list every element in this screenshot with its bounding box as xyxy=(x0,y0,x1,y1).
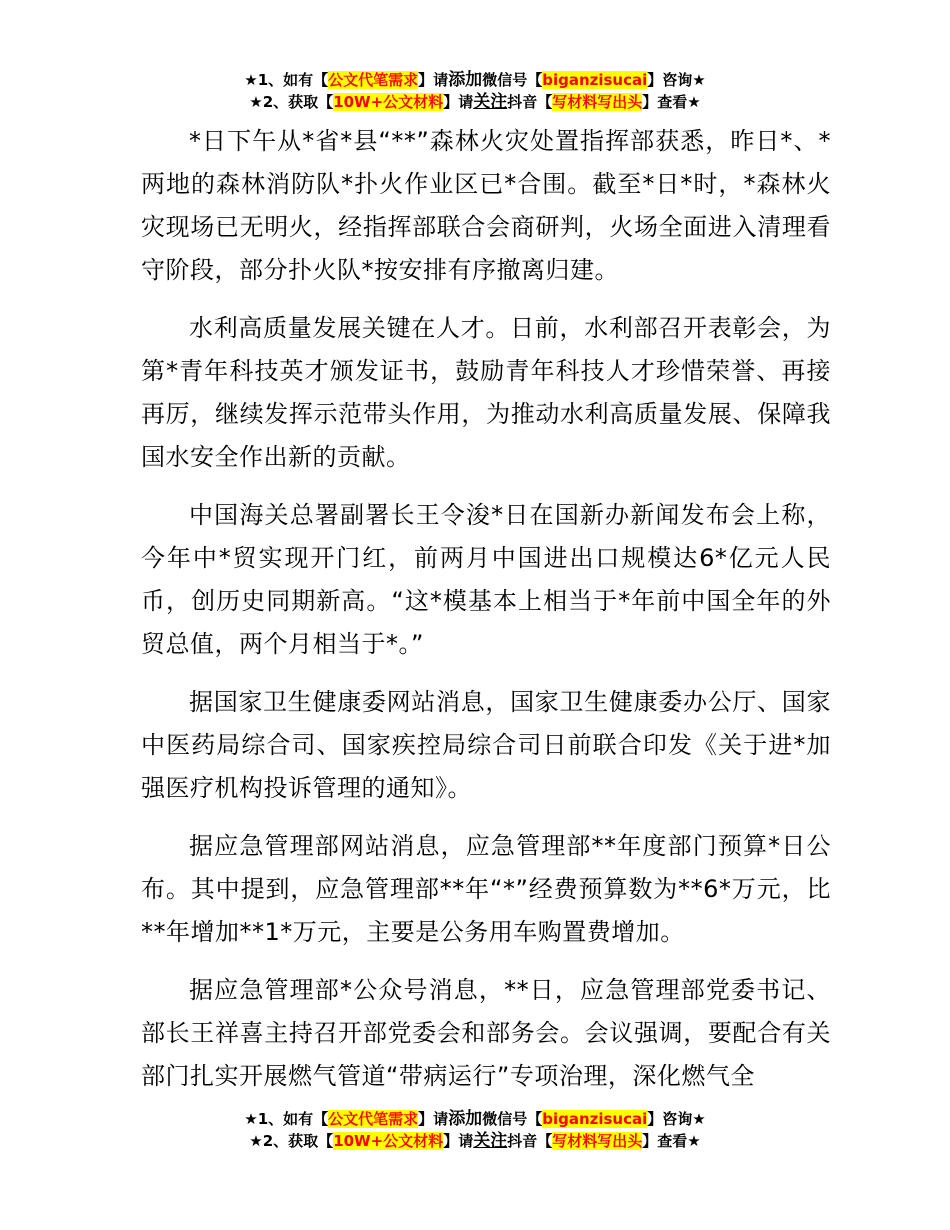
banner-text: 】请 xyxy=(418,71,449,89)
banner-text: 】咨询★ xyxy=(647,71,706,89)
banner-text: ★1、如有【 xyxy=(244,1110,329,1128)
banner-text: 】请 xyxy=(443,93,474,111)
paragraph: 中国海关总署副署长王令浚*日在国新办新闻发布会上称，今年中*贸实现开门红，前两月中国进出口规模达6*亿元人民币，创历史同期新高。“这*模基本上相当于*年前中国全年的外贸总值，两个月相当于*。” xyxy=(141,501,831,658)
document-body xyxy=(141,120,831,1113)
banner-line-1 xyxy=(0,69,950,91)
banner-text: ★2、获取【 xyxy=(249,1132,334,1150)
banner-text: 】咨询★ xyxy=(647,1110,706,1128)
footer-banner xyxy=(0,1108,950,1152)
banner-text: 】请 xyxy=(418,1110,449,1128)
banner-text: ★2、获取【 xyxy=(249,93,334,111)
highlight-text: biganzisucai xyxy=(542,71,648,89)
banner-text: 微信号【 xyxy=(482,1110,543,1128)
banner-line-2 xyxy=(0,1130,950,1152)
emphasis-text: 添加 xyxy=(448,1109,483,1129)
paragraph: *日下午从*省*县“**”森林火灾处置指挥部获悉，昨日*、*两地的森林消防队*扑火作业区已*合围。截至*日*时，*森林火灾现场已无明火，经指挥部联合会商研判，火场全面进入清理看守阶段，部分扑火队*按安排有序撤离归建。 xyxy=(141,127,831,284)
banner-text: 】查看★ xyxy=(642,1132,701,1150)
highlight-text: 公文代笔需求 xyxy=(328,1110,419,1128)
banner-line-2 xyxy=(0,91,950,113)
banner-text: ★1、如有【 xyxy=(244,71,329,89)
banner-text: 微信号【 xyxy=(482,71,543,89)
emphasis-text: 添加 xyxy=(448,70,483,90)
highlight-text: 10W+公文材料 xyxy=(333,93,444,111)
highlight-text: 写材料写出头 xyxy=(552,1132,643,1150)
paragraph: 据应急管理部*公众号消息，**日，应急管理部党委书记、部长王祥喜主持召开部党委会和部务会。会议强调，要配合有关部门扎实开展燃气管道“带病运行”专项治理，深化燃气全 xyxy=(141,976,831,1090)
emphasis-text: 关注 xyxy=(473,92,508,112)
paragraph: 据应急管理部网站消息，应急管理部**年度部门预算*日公布。其中提到，应急管理部**年“*”经费预算数为**6*万元，比**年增加**1*万元，主要是公务用车购置费增加。 xyxy=(141,832,831,946)
highlight-text: 10W+公文材料 xyxy=(333,1132,444,1150)
paragraph: 据国家卫生健康委网站消息，国家卫生健康委办公厅、国家中医药局综合司、国家疾控局综合司日前联合印发《关于进*加强医疗机构投诉管理的通知》。 xyxy=(141,688,831,802)
paragraph: 水利高质量发展关键在人才。日前，水利部召开表彰会，为第*青年科技英才颁发证书，鼓励青年科技人才珍惜荣誉、再接再厉，继续发挥示范带头作用，为推动水利高质量发展、保障我国水安全作出新的贡献。 xyxy=(141,314,831,471)
banner-line-1 xyxy=(0,1108,950,1130)
header-banner xyxy=(0,69,950,113)
banner-text: 】查看★ xyxy=(642,93,701,111)
highlight-text: biganzisucai xyxy=(542,1110,648,1128)
highlight-text: 公文代笔需求 xyxy=(328,71,419,89)
highlight-text: 写材料写出头 xyxy=(552,93,643,111)
banner-text: 】请 xyxy=(443,1132,474,1150)
banner-text: 抖音【 xyxy=(507,93,553,111)
emphasis-text: 关注 xyxy=(473,1131,508,1151)
banner-text: 抖音【 xyxy=(507,1132,553,1150)
